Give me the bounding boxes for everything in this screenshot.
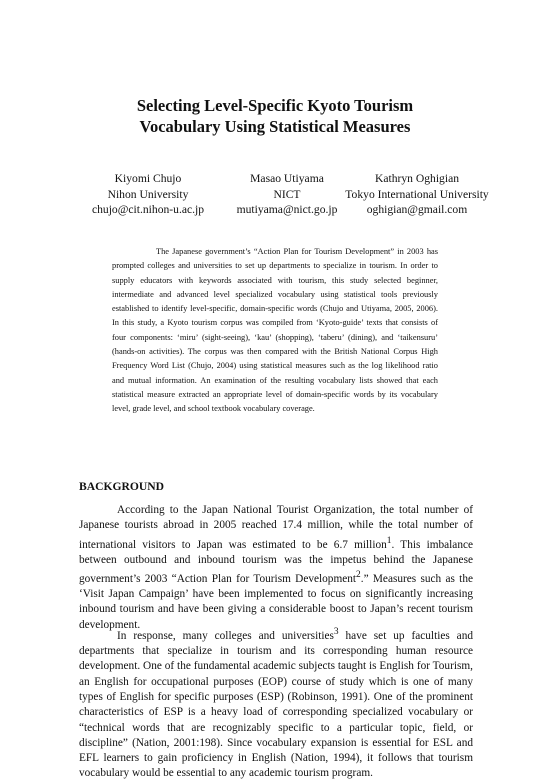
paragraph-2 [79,625,473,782]
title-line-2: Vocabulary Using Statistical Measures [139,117,411,136]
paragraph-text: According to the Japan National Tourist Organization, the total number of Japanese tourists abroad in 2005 reached 17.4 million, while the total number of international visitors to Japan was estimated to be 6.7 million [79,504,473,551]
paragraph-text: have set up faculties and departments that specialize in tourism and its corresponding human resource development. One of the fundamental academic subjects taught is English for Tourism, an English for occupational purposes (EOP) course of study which is one of many types of English for specific purposes (ESP) (Robinson, 1991). One of the prominent characteristics of ESP is a heavy load of corresponding specialized vocabulary or “technical words that are recognizably specific to a particular topic, field, or discipline” (Nation, 2001:198). Since vocabulary expansion is essential for ESL and EFL learners to gain proficiency in English (Nation, 1994), it follows that tourism vocabulary would be essential to any academic tourism program. [79,629,473,780]
paragraph-1 [79,503,473,633]
author-name: Masao Utiyama [250,172,324,185]
author-email: oghigian@gmail.com [366,203,468,216]
paragraph-text: In response, many colleges and universities [117,629,334,642]
author-1 [78,171,218,218]
author-email: mutiyama@nict.go.jp [236,203,338,216]
section-heading: BACKGROUND [79,480,165,493]
author-affiliation: NICT [273,187,301,201]
footnote-marker: 2 [356,569,361,580]
author-email: chujo@cit.nihon-u.ac.jp [91,203,205,216]
author-affiliation: Nihon University [107,187,189,201]
author-name: Kiyomi Chujo [114,172,182,185]
author-affiliation: Tokyo International University [345,187,489,201]
paragraph-text: .” Measures such as the ‘Visit Japan Campaign’ have been implemented to focus on significantly increasing inbound tourism and have been giving a considerable boost to Japan’s recent tourism development. [79,572,473,631]
paper-title [60,95,490,137]
footnote-marker: 1 [386,535,392,546]
abstract: The Japanese government’s “Action Plan for Tourism Development” in 2003 has prompted colleges and universities to set up departments to specialize in tourism. In order to supply educators with keywords associated with tourism, this study selected beginner, intermediate and advanced level specialized vocabulary using statistical tools previously established to identify level-specific, domain-specific words (Chujo and Utiyama, 2005, 2006). In this study, a Kyoto tourism corpus was compiled from ‘Kyoto-guide’ texts that consists of four components: ‘miru’ (sight-seeing), ‘kau’ (shopping), ‘taberu’ (dining), and ‘taikensuru’ (hands-on activities). The corpus was then compared with the British National Corpus High Frequency Word List (Chujo, 2004) using statistical measures such as the log likelihood ratio and mutual information. An examination of the resulting vocabulary lists showed that each statistical measure extracted an appropriate level of domain-specific words by its vocabulary level, grade level, and school textbook vocabulary coverage. [112,247,438,414]
paragraph-text: . This imbalance between outbound and inbound tourism was the impetus behind the Japanese government’s 2003 “Action Plan for Tourism Development [79,538,473,585]
title-line-1: Selecting Level-Specific Kyoto Tourism [136,96,414,115]
author-3 [322,171,512,218]
footnote-marker: 3 [333,627,339,637]
author-name: Kathryn Oghigian [374,172,460,185]
